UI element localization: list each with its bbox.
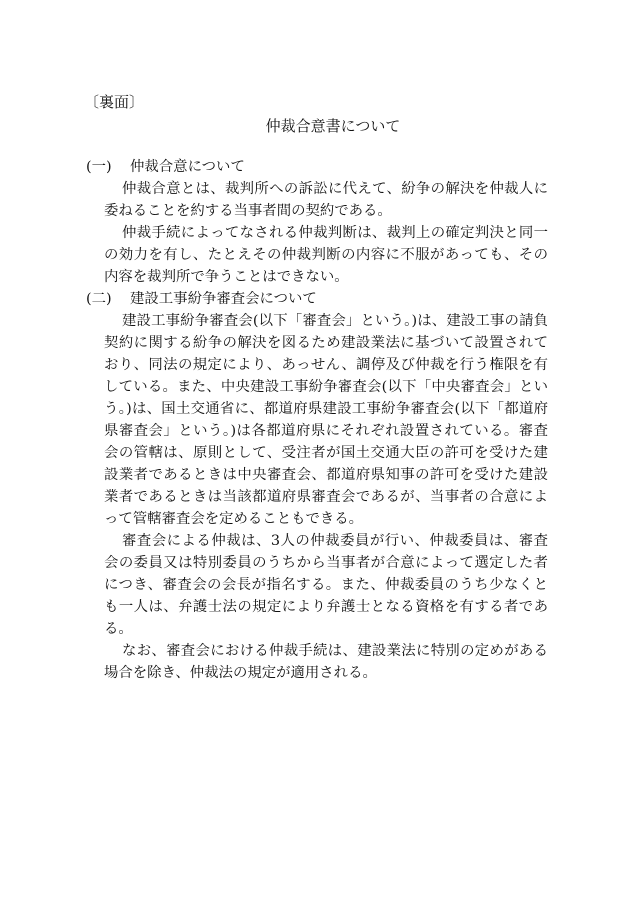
section-number: (二) (86, 291, 112, 307)
section-heading (86, 288, 548, 310)
paragraph: 仲裁手続によってなされる仲裁判断は、裁判上の確定判決と同一の効力を有し、たとえその仲裁判断の内容に不服があっても、その内容を裁判所で争うことはできない。 (104, 225, 548, 285)
document-body (86, 156, 548, 684)
section-number: (一) (86, 159, 112, 175)
section-dispute-committee (86, 288, 548, 684)
section-arbitration-agreement (86, 156, 548, 288)
document-title: 仲裁合意書について (265, 117, 401, 135)
paragraph: なお、審査会における仲裁手続は、建設業法に特別の定めがある場合を除き、仲裁法の規定が適用される。 (104, 643, 548, 681)
paragraph: 審査会による仲裁は、3人の仲裁委員が行い、仲裁委員は、審査会の委員又は特別委員のうちから当事者が合意によって選定した者につき、審査会の会長が指名する。また、仲裁委員のうち少なくとも一人は、弁護士法の規定により弁護士となる資格を有する者である。 (104, 533, 548, 637)
paragraph: 建設工事紛争審査会(以下「審査会」という。)は、建設工事の請負契約に関する紛争の解決を図るため建設業法に基づいて設置されており、同法の規定により、あっせん、調停及び仲裁を行う権限を有している。また、中央建設工事紛争審査会(以下「中央審査会」という。)は、国土交通省に、都道府県建設工事紛争審査会(以下「都道府県審査会」という。)は各都道府県にそれぞれ設置されている。審査会の管轄は、原則として、受注者が国土交通大臣の許可を受けた建設業者であるときは中央審査会、都道府県知事の許可を受けた建設業者であるときは当該都道府県審査会であるが、当事者の合意によって管轄審査会を定めることもできる。 (104, 313, 548, 527)
section-title: 仲裁合意について (130, 159, 245, 175)
reverse-side-label: 〔裏面〕 (84, 93, 145, 111)
section-title: 建設工事紛争審査会について (130, 291, 317, 307)
paragraph: 仲裁合意とは、裁判所への訴訟に代えて、紛争の解決を仲裁人に委ねることを約する当事者間の契約である。 (104, 181, 548, 219)
section-heading (86, 156, 548, 178)
